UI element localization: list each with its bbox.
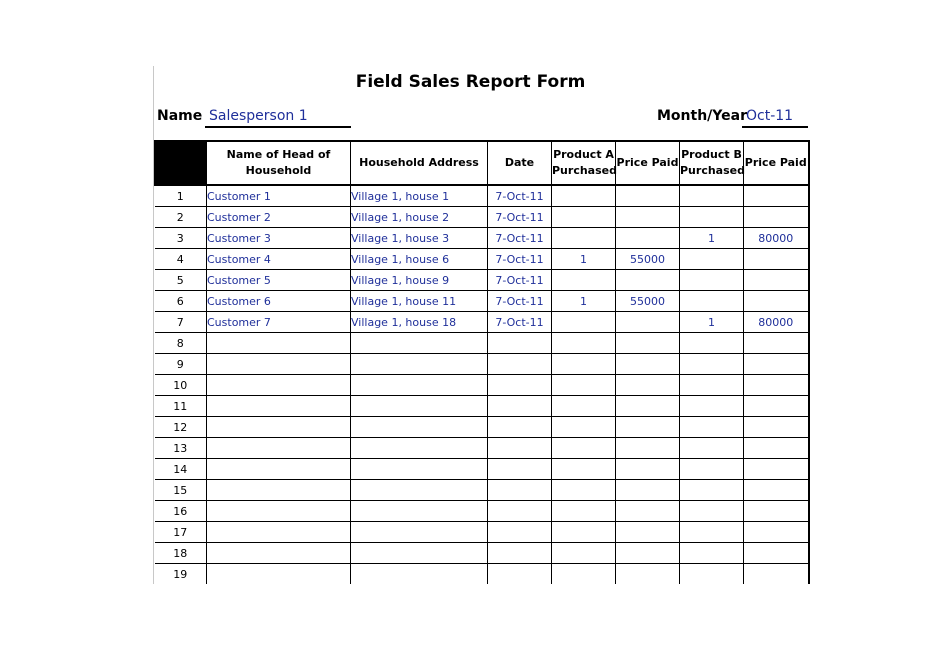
cell-price-paid-a[interactable] — [616, 354, 680, 375]
table-row — [155, 480, 809, 501]
cell-product-b-qty[interactable] — [680, 185, 744, 207]
cell-price-paid-b[interactable] — [744, 480, 809, 501]
table-row — [155, 417, 809, 438]
table-row — [155, 459, 809, 480]
cell-date[interactable]: 7-Oct-11 — [488, 228, 552, 249]
cell-customer-name[interactable] — [207, 354, 351, 375]
header-product-a-line1: Product A — [553, 148, 614, 161]
cell-household-address[interactable] — [351, 333, 488, 354]
cell-household-address[interactable] — [351, 375, 488, 396]
cell-customer-name[interactable] — [207, 459, 351, 480]
row-number: 18 — [155, 543, 207, 564]
cell-price-paid-b[interactable] — [744, 396, 809, 417]
cell-price-paid-a[interactable] — [616, 480, 680, 501]
cell-product-b-qty[interactable] — [680, 459, 744, 480]
sales-report-table — [154, 140, 810, 584]
cell-customer-name[interactable] — [207, 333, 351, 354]
cell-product-a-qty[interactable] — [552, 522, 616, 543]
cell-product-a-qty[interactable] — [552, 270, 616, 291]
cell-product-b-qty[interactable] — [680, 207, 744, 228]
row-number: 3 — [155, 228, 207, 249]
cell-price-paid-a[interactable] — [616, 396, 680, 417]
table-row — [155, 228, 809, 249]
cell-household-address[interactable] — [351, 543, 488, 564]
header-product-b — [680, 141, 744, 185]
cell-household-address[interactable] — [351, 459, 488, 480]
cell-date[interactable]: 7-Oct-11 — [488, 270, 552, 291]
cell-date[interactable] — [488, 333, 552, 354]
cell-customer-name[interactable] — [207, 480, 351, 501]
cell-household-address[interactable] — [351, 354, 488, 375]
cell-price-paid-b[interactable] — [744, 438, 809, 459]
cell-price-paid-a[interactable] — [616, 333, 680, 354]
cell-household-address[interactable] — [351, 564, 488, 585]
header-product-a — [552, 141, 616, 185]
cell-price-paid-b[interactable] — [744, 564, 809, 585]
cell-price-paid-a[interactable] — [616, 270, 680, 291]
cell-customer-name[interactable]: Customer 7 — [207, 312, 351, 333]
cell-product-b-qty[interactable]: 1 — [680, 312, 744, 333]
cell-customer-name[interactable]: Customer 2 — [207, 207, 351, 228]
cell-product-a-qty[interactable] — [552, 417, 616, 438]
cell-price-paid-b[interactable] — [744, 375, 809, 396]
cell-product-b-qty[interactable] — [680, 417, 744, 438]
cell-product-a-qty[interactable] — [552, 228, 616, 249]
cell-product-a-qty[interactable] — [552, 312, 616, 333]
cell-date[interactable] — [488, 543, 552, 564]
table-row — [155, 543, 809, 564]
table-row — [155, 501, 809, 522]
name-underline — [205, 126, 351, 128]
month-year-label: Month/Year — [657, 108, 747, 124]
cell-price-paid-b[interactable] — [744, 333, 809, 354]
cell-product-b-qty[interactable] — [680, 480, 744, 501]
cell-customer-name[interactable]: Customer 3 — [207, 228, 351, 249]
cell-household-address[interactable] — [351, 396, 488, 417]
table-row — [155, 354, 809, 375]
cell-price-paid-b[interactable] — [744, 270, 809, 291]
cell-customer-name[interactable] — [207, 564, 351, 585]
cell-date[interactable]: 7-Oct-11 — [488, 207, 552, 228]
row-number: 9 — [155, 354, 207, 375]
cell-price-paid-a[interactable] — [616, 564, 680, 585]
row-number: 19 — [155, 564, 207, 585]
cell-household-address[interactable]: Village 1, house 18 — [351, 312, 488, 333]
cell-price-paid-b[interactable] — [744, 501, 809, 522]
cell-date[interactable]: 7-Oct-11 — [488, 291, 552, 312]
cell-product-b-qty[interactable] — [680, 564, 744, 585]
cell-product-b-qty[interactable] — [680, 270, 744, 291]
cell-customer-name[interactable] — [207, 438, 351, 459]
table-row — [155, 185, 809, 207]
cell-date[interactable] — [488, 501, 552, 522]
cell-product-a-qty[interactable] — [552, 375, 616, 396]
table-row — [155, 249, 809, 270]
row-number: 7 — [155, 312, 207, 333]
cell-price-paid-b[interactable] — [744, 543, 809, 564]
cell-product-a-qty[interactable] — [552, 480, 616, 501]
cell-customer-name[interactable] — [207, 543, 351, 564]
cell-household-address[interactable]: Village 1, house 2 — [351, 207, 488, 228]
cell-household-address[interactable] — [351, 480, 488, 501]
cell-product-a-qty[interactable] — [552, 207, 616, 228]
header-product-b-line2: Purchased — [680, 164, 745, 177]
cell-customer-name[interactable] — [207, 396, 351, 417]
cell-date[interactable] — [488, 396, 552, 417]
header-name-line2: Household — [245, 164, 312, 177]
header-name-of-head — [207, 141, 351, 185]
cell-date[interactable] — [488, 480, 552, 501]
cell-household-address[interactable] — [351, 438, 488, 459]
cell-customer-name[interactable]: Customer 6 — [207, 291, 351, 312]
header-date: Date — [488, 141, 552, 185]
cell-product-a-qty[interactable]: 1 — [552, 249, 616, 270]
row-number: 15 — [155, 480, 207, 501]
cell-product-b-qty[interactable] — [680, 438, 744, 459]
row-number: 17 — [155, 522, 207, 543]
row-number: 2 — [155, 207, 207, 228]
cell-household-address[interactable] — [351, 501, 488, 522]
cell-product-b-qty[interactable] — [680, 543, 744, 564]
header-price-paid-b: Price Paid — [744, 141, 809, 185]
cell-price-paid-a[interactable] — [616, 312, 680, 333]
month-year-field[interactable]: Oct-11 — [746, 108, 794, 124]
cell-price-paid-b[interactable] — [744, 249, 809, 270]
table-row — [155, 207, 809, 228]
cell-product-b-qty[interactable] — [680, 354, 744, 375]
cell-date[interactable] — [488, 417, 552, 438]
row-number: 11 — [155, 396, 207, 417]
cell-price-paid-b[interactable] — [744, 522, 809, 543]
cell-product-b-qty[interactable] — [680, 396, 744, 417]
row-number: 6 — [155, 291, 207, 312]
cell-price-paid-b[interactable]: 80000 — [744, 312, 809, 333]
table-row — [155, 564, 809, 585]
cell-household-address[interactable] — [351, 417, 488, 438]
cell-household-address[interactable] — [351, 522, 488, 543]
cell-price-paid-a[interactable] — [616, 501, 680, 522]
cell-product-b-qty[interactable] — [680, 249, 744, 270]
cell-customer-name[interactable] — [207, 375, 351, 396]
cell-product-a-qty[interactable] — [552, 333, 616, 354]
table-row — [155, 396, 809, 417]
cell-price-paid-b[interactable] — [744, 459, 809, 480]
cell-price-paid-b[interactable]: 80000 — [744, 228, 809, 249]
row-number-header — [155, 141, 207, 185]
cell-product-a-qty[interactable]: 1 — [552, 291, 616, 312]
table-row — [155, 438, 809, 459]
month-year-underline — [742, 126, 808, 128]
cell-price-paid-a[interactable] — [616, 438, 680, 459]
cell-price-paid-b[interactable] — [744, 291, 809, 312]
salesperson-name-field[interactable]: Salesperson 1 — [209, 108, 308, 124]
cell-product-b-qty[interactable] — [680, 501, 744, 522]
cell-customer-name[interactable]: Customer 1 — [207, 185, 351, 207]
table-row — [155, 333, 809, 354]
cell-price-paid-b[interactable] — [744, 417, 809, 438]
cell-price-paid-a[interactable]: 55000 — [616, 291, 680, 312]
name-label: Name — [157, 108, 203, 124]
cell-household-address[interactable]: Village 1, house 3 — [351, 228, 488, 249]
row-number: 10 — [155, 375, 207, 396]
cell-product-a-qty[interactable] — [552, 459, 616, 480]
row-number: 16 — [155, 501, 207, 522]
cell-household-address[interactable]: Village 1, house 6 — [351, 249, 488, 270]
cell-household-address[interactable]: Village 1, house 11 — [351, 291, 488, 312]
cell-price-paid-b[interactable] — [744, 185, 809, 207]
row-number: 4 — [155, 249, 207, 270]
row-number: 8 — [155, 333, 207, 354]
row-number: 1 — [155, 185, 207, 207]
cell-product-b-qty[interactable] — [680, 375, 744, 396]
cell-price-paid-b[interactable] — [744, 354, 809, 375]
cell-customer-name[interactable] — [207, 522, 351, 543]
table-row — [155, 312, 809, 333]
cell-date[interactable] — [488, 438, 552, 459]
row-number: 13 — [155, 438, 207, 459]
cell-date[interactable] — [488, 375, 552, 396]
cell-product-a-qty[interactable] — [552, 354, 616, 375]
cell-date[interactable]: 7-Oct-11 — [488, 312, 552, 333]
cell-product-b-qty[interactable] — [680, 291, 744, 312]
cell-price-paid-a[interactable] — [616, 417, 680, 438]
table-row — [155, 291, 809, 312]
table-row — [155, 270, 809, 291]
cell-date[interactable] — [488, 354, 552, 375]
cell-price-paid-a[interactable] — [616, 185, 680, 207]
cell-date[interactable] — [488, 564, 552, 585]
cell-product-a-qty[interactable] — [552, 438, 616, 459]
cell-product-a-qty[interactable] — [552, 564, 616, 585]
header-row — [155, 141, 809, 185]
cell-price-paid-b[interactable] — [744, 207, 809, 228]
cell-price-paid-a[interactable] — [616, 522, 680, 543]
header-price-paid-a: Price Paid — [616, 141, 680, 185]
cell-household-address[interactable]: Village 1, house 1 — [351, 185, 488, 207]
table-row — [155, 522, 809, 543]
cell-price-paid-a[interactable] — [616, 228, 680, 249]
cell-date[interactable] — [488, 459, 552, 480]
cell-customer-name[interactable] — [207, 417, 351, 438]
cell-date[interactable] — [488, 522, 552, 543]
page-title: Field Sales Report Form — [355, 72, 586, 92]
header-product-b-line1: Product B — [681, 148, 742, 161]
table-row — [155, 375, 809, 396]
cell-product-b-qty[interactable] — [680, 333, 744, 354]
cell-product-a-qty[interactable] — [552, 501, 616, 522]
cell-customer-name[interactable]: Customer 5 — [207, 270, 351, 291]
cell-product-b-qty[interactable]: 1 — [680, 228, 744, 249]
cell-price-paid-a[interactable] — [616, 543, 680, 564]
cell-product-b-qty[interactable] — [680, 522, 744, 543]
cell-product-a-qty[interactable] — [552, 543, 616, 564]
header-name-line1: Name of Head of — [226, 148, 331, 161]
cell-price-paid-a[interactable] — [616, 375, 680, 396]
row-number: 12 — [155, 417, 207, 438]
row-number: 5 — [155, 270, 207, 291]
header-product-a-line2: Purchased — [552, 164, 617, 177]
cell-product-a-qty[interactable] — [552, 185, 616, 207]
cell-customer-name[interactable]: Customer 4 — [207, 249, 351, 270]
cell-household-address[interactable]: Village 1, house 9 — [351, 270, 488, 291]
row-number: 14 — [155, 459, 207, 480]
cell-date[interactable]: 7-Oct-11 — [488, 249, 552, 270]
cell-customer-name[interactable] — [207, 501, 351, 522]
cell-date[interactable]: 7-Oct-11 — [488, 185, 552, 207]
cell-price-paid-a[interactable] — [616, 207, 680, 228]
cell-product-a-qty[interactable] — [552, 396, 616, 417]
cell-price-paid-a[interactable]: 55000 — [616, 249, 680, 270]
header-household-address: Household Address — [351, 141, 488, 185]
cell-price-paid-a[interactable] — [616, 459, 680, 480]
